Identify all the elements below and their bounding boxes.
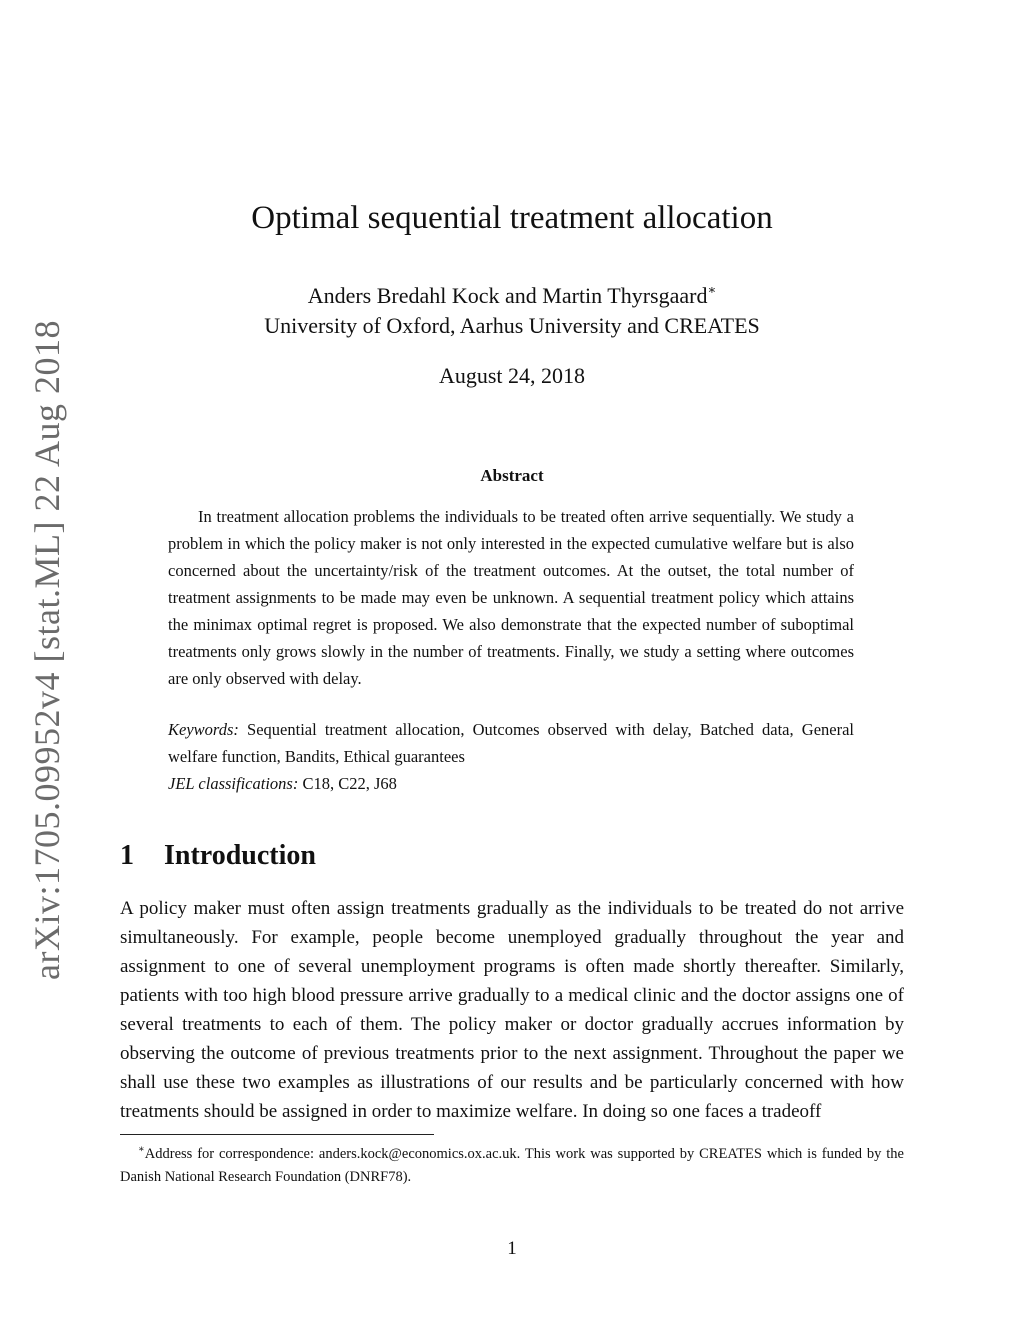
keywords-text: Sequential treatment allocation, Outcomes observed with delay, Batched data, General welfare function, Bandits, Ethical guarantees bbox=[168, 720, 854, 766]
keywords bbox=[168, 716, 854, 770]
affiliation: University of Oxford, Aarhus University and CREATES bbox=[264, 313, 760, 338]
abstract-heading: Abstract bbox=[480, 466, 544, 485]
keywords-label: Keywords: bbox=[168, 720, 239, 739]
jel-text: C18, C22, J68 bbox=[302, 774, 397, 793]
paper-title: Optimal sequential treatment allocation bbox=[251, 200, 773, 236]
jel-classifications bbox=[168, 770, 854, 797]
footnote bbox=[120, 1138, 904, 1189]
author-footnote-mark[interactable]: ∗ bbox=[707, 282, 717, 297]
authors-line bbox=[0, 274, 1024, 312]
section-number: 1 bbox=[120, 840, 134, 871]
jel-label: JEL classifications: bbox=[168, 774, 299, 793]
abstract-body: In treatment allocation problems the individuals to be treated often arrive sequentially. We study a problem in which the policy maker is not only interested in the expected cumulative welfare but is also concerned about the uncertainty/risk of the treatment outcomes. At the outset, the total number of treatment assignments to be made may even be unknown. A sequential treatment policy which attains the minimax optimal regret is proposed. We also demonstrate that the expected number of suboptimal treatments only grows slowly in the number of treatments. Finally, we study a setting where outcomes are only observed with delay. bbox=[168, 507, 854, 688]
section-heading bbox=[120, 836, 316, 876]
date: August 24, 2018 bbox=[438, 363, 586, 388]
section-title: Introduction bbox=[164, 840, 316, 871]
page-number: 1 bbox=[507, 1238, 517, 1259]
authors: Anders Bredahl Kock and Martin Thyrsgaard bbox=[307, 283, 708, 308]
footnote-divider bbox=[120, 1134, 434, 1135]
footnote-text: Address for correspondence: anders.kock@economics.ox.ac.uk. This work was supported by CREATES which is funded by the Danish National Research Foundation (DNRF78). bbox=[120, 1146, 904, 1185]
arxiv-identifier: arXiv:1705.09952v4 [stat.ML] 22 Aug 2018 bbox=[27, 320, 67, 980]
introduction-paragraph: A policy maker must often assign treatments gradually as the individuals to be treated do not arrive simultaneously. For example, people become unemployed gradually throughout the year and assignment to one of several unemployment programs is often made shortly thereafter. Similarly, patients with too high blood pressure arrive gradually to a medical clinic and the doctor assigns one of several treatments to each of them. The policy maker or doctor gradually accrues information by observing the outcome of previous treatments prior to the next assignment. Throughout the paper we shall use these two examples as illustrations of our results and be particularly concerned with how treatments should be assigned in order to maximize welfare. In doing so one faces a tradeoff bbox=[120, 898, 904, 1122]
footnote-mark: ∗ bbox=[138, 1144, 145, 1155]
